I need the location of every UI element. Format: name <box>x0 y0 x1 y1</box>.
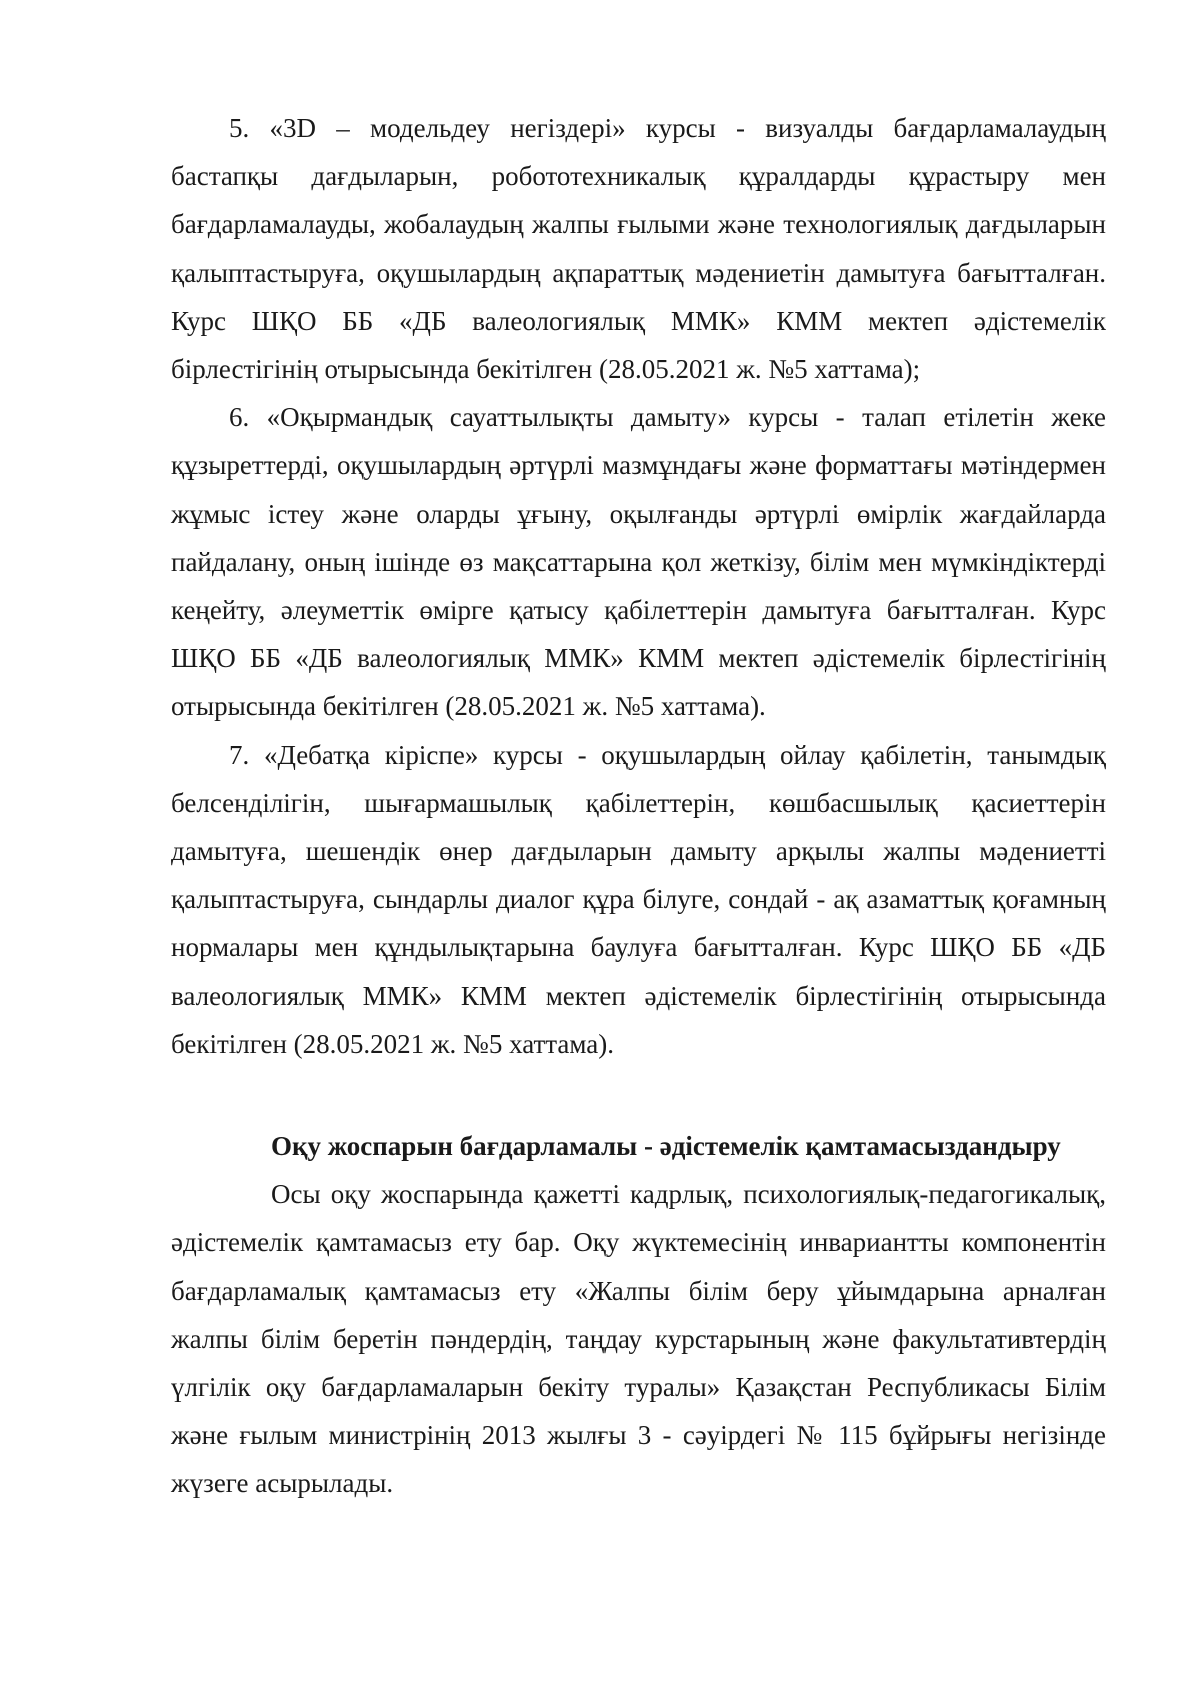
section-body-paragraph: Осы оқу жоспарында қажетті кадрлық, психологиялық-педагогикалық, әдістемелік қамтамасыз ету бар. Оқу жүктемесінің инвариантты компонентін бағдарламалық қамтамасыз ету «Жалпы білім беру ұйымдарына арналған жалпы білім беретін пәндердің, таңдау курстарының және факультативтердің үлгілік оқу бағдарламаларын бекіту туралы» Қазақстан Республикасы Білім және ғылым министрінің 2013 жылғы 3 - сәуірдегі № 115 бұйрығы негізінде жүзеге асырылады. <box>171 1179 1106 1499</box>
paragraph-course-5: 5. «3D – модельдеу негіздері» курсы - визуалды бағдарламалаудың бастапқы дағдыларын, робототехникалық құралдарды құрастыру мен бағдарламалауды, жобалаудың жалпы ғылыми және технологиялық дағдыларын қалыптастыруға, оқушылардың ақпараттық мәдениетін дамытуға бағытталған. Курс ШҚО ББ «ДБ валеологиялық ММК» КММ мектеп әдістемелік бірлестігінің отырысында бекітілген (28.05.2021 ж. №5 хаттама); <box>171 113 1106 385</box>
document-body <box>171 104 1106 1508</box>
paragraph-course-6: 6. «Оқырмандық сауаттылықты дамыту» курсы - талап етілетін жеке құзыреттерді, оқушылардың әртүрлі мазмұндағы және форматтағы мәтіндермен жұмыс істеу және оларды ұғыну, оқылғанды әртүрлі өмірлік жағдайларда пайдалану, оның ішінде өз мақсаттарына қол жеткізу, білім мен мүмкіндіктерді кеңейту, әлеуметтік өмірге қатысу қабілеттерін дамытуға бағытталған. Курс ШҚО ББ «ДБ валеологиялық ММК» КММ мектеп әдістемелік бірлестігінің отырысында бекітілген (28.05.2021 ж. №5 хаттама). <box>171 402 1106 722</box>
section-heading: Оқу жоспарын бағдарламалы - әдістемелік қамтамасыздандыру <box>271 1131 1061 1162</box>
paragraph-course-7: 7. «Дебатқа кіріспе» курсы - оқушылардың ойлау қабілетін, танымдық белсенділігін, шығармашылық қабілеттерін, көшбасшылық қасиеттерін дамытуға, шешендік өнер дағдыларын дамыту арқылы жалпы мәдениетті қалыптастыруға, сындарлы диалог құра білуге, сондай - ақ азаматтық қоғамның нормалары мен құндылықтарына баулуға бағытталған. Курс ШҚО ББ «ДБ валеологиялық ММК» КММ мектеп әдістемелік бірлестігінің отырысында бекітілген (28.05.2021 ж. №5 хаттама). <box>171 739 1106 1059</box>
